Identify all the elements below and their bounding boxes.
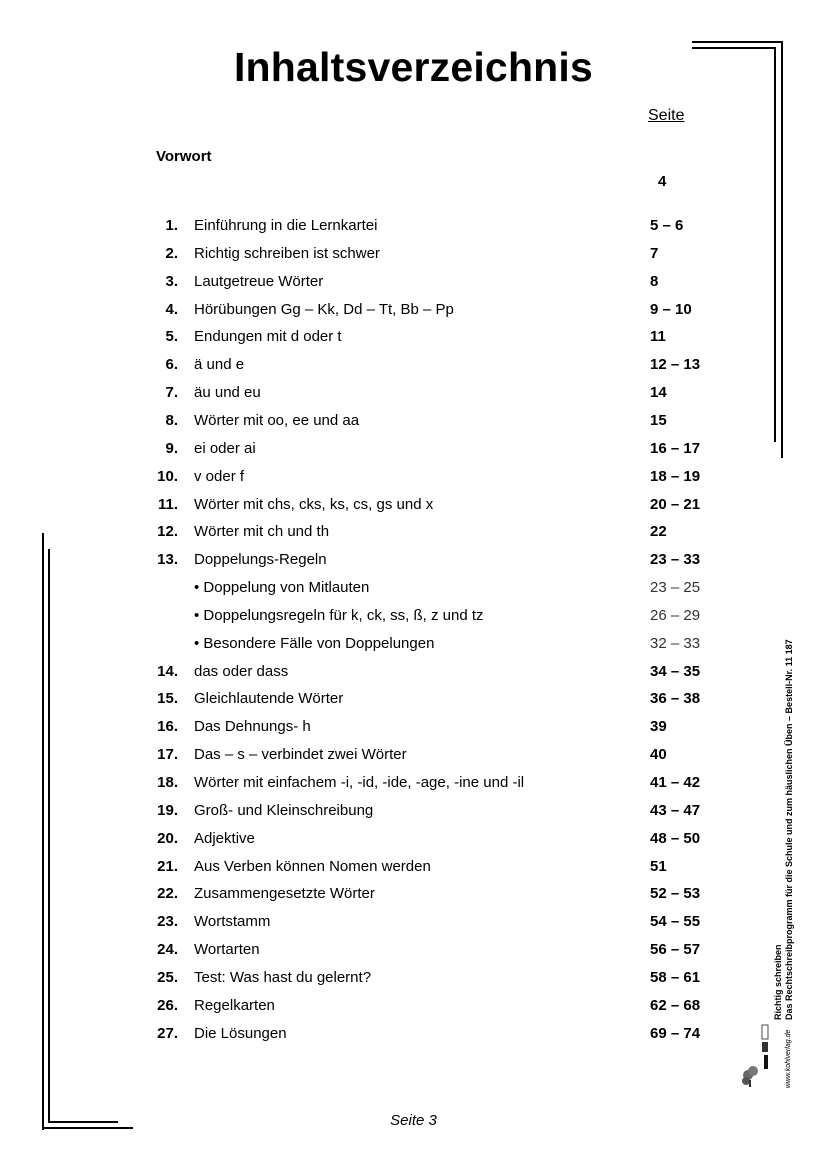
toc-entry-pages: 62 – 68	[650, 996, 701, 1014]
toc-entry-pages: 16 – 17	[650, 439, 701, 457]
toc-entry	[0, 829, 827, 849]
toc-entry-number: 19.	[157, 801, 178, 819]
toc-entry-label: äu und eu	[194, 384, 261, 402]
side-publisher-text	[773, 639, 795, 1020]
toc-entry	[0, 550, 827, 570]
toc-entry-pages: 8	[650, 272, 659, 290]
toc-entry-label: Wortstamm	[194, 913, 271, 931]
toc-entry-label: Einführung in die Lernkartei	[194, 217, 378, 234]
toc-entry-pages: 52 – 53	[650, 885, 701, 903]
toc-entry-label: Test: Was hast du gelernt?	[194, 968, 372, 986]
toc-entry-label: • Doppelungsregeln für k, ck, ss, ß, z und tz	[194, 606, 484, 624]
toc-entry	[0, 968, 827, 988]
toc-entry-number: 23.	[157, 913, 178, 931]
toc-entry-label: Das Dehnungs- h	[194, 718, 311, 736]
toc-entry-number: 14.	[157, 662, 178, 680]
toc-entry-pages: 32 – 33	[650, 634, 701, 652]
toc-entry-number: 25.	[157, 968, 178, 986]
toc-entry-number: 13.	[157, 551, 178, 569]
toc-entry-pages: 18 – 19	[650, 467, 701, 485]
toc-entry	[0, 745, 827, 765]
toc-subentry	[0, 606, 827, 626]
toc-entry-label: ei oder ai	[194, 439, 256, 457]
toc-entry	[0, 495, 827, 515]
toc-entry-number: 9.	[165, 439, 178, 457]
toc-entry-label: Regelkarten	[194, 996, 275, 1014]
toc-entry-number: 3.	[165, 272, 178, 290]
toc-entry-number: 1.	[165, 217, 178, 234]
toc-entry-pages: 23 – 33	[650, 551, 701, 569]
toc-entry	[0, 689, 827, 709]
toc-entry-label: Groß- und Kleinschreibung	[194, 801, 374, 819]
toc-entry	[0, 1024, 827, 1044]
toc-entry-pages: 23 – 25	[650, 579, 701, 597]
toc-entry-number: 17.	[157, 746, 178, 764]
toc-entry-label: Lautgetreue Wörter	[194, 272, 324, 290]
toc-entry-label: Wörter mit ch und th	[194, 523, 330, 541]
toc-entry	[0, 272, 827, 292]
toc-entry-pages: 9 – 10	[650, 300, 692, 318]
toc-entry-number: 11.	[157, 495, 178, 513]
toc-entry-number: 27.	[157, 1024, 178, 1042]
toc-entry-label: Endungen mit d oder t	[194, 328, 342, 346]
toc-entry-pages: 20 – 21	[650, 495, 701, 513]
side-title: Richtig schreiben	[773, 944, 783, 1020]
toc-subentry	[0, 578, 827, 598]
toc-entry-number: 7.	[165, 384, 178, 402]
toc-entry-pages: 5 – 6	[650, 217, 684, 234]
toc-entry	[0, 773, 827, 793]
toc-entry-label: Adjektive	[194, 829, 255, 847]
toc-entry	[0, 383, 827, 403]
toc-entry-number: 20.	[157, 829, 178, 847]
publisher-url: www.kohlverlag.de	[785, 1029, 792, 1088]
vorwort-page: 4	[658, 173, 667, 190]
toc-entry-label: Aus Verben können Nomen werden	[194, 857, 431, 875]
toc-entry-number: 24.	[157, 941, 178, 959]
toc-entry-number: 6.	[165, 356, 178, 374]
toc-entry	[0, 244, 827, 264]
toc-entry-pages: 34 – 35	[650, 662, 701, 680]
publisher-logo	[740, 1020, 770, 1090]
toc-entry-label: Hörübungen Gg – Kk, Dd – Tt, Bb – Pp	[194, 300, 454, 318]
toc-entry-number: 15.	[157, 690, 178, 708]
vorwort-label: Vorwort	[156, 148, 212, 165]
toc-entry-pages: 58 – 61	[650, 968, 701, 986]
side-subtitle: Das Rechtschreibprogramm für die Schule und zum häuslichen Üben – Bestell-Nr. 11 187	[784, 639, 794, 1020]
toc-entry-pages: 14	[650, 384, 667, 402]
toc-entry-pages: 15	[650, 411, 667, 429]
toc-entry-label: • Doppelung von Mitlauten	[194, 579, 370, 597]
toc-entry	[0, 996, 827, 1016]
toc-entry-label: Die Lösungen	[194, 1024, 287, 1042]
toc-entry	[0, 300, 827, 320]
toc-entry	[0, 216, 827, 236]
toc-entry	[0, 662, 827, 682]
toc-entry-pages: 7	[650, 244, 659, 262]
toc-entry	[0, 411, 827, 431]
toc-entry-number: 21.	[157, 857, 178, 875]
toc-entry	[0, 355, 827, 375]
toc-entry	[0, 801, 827, 821]
toc-entry-pages: 36 – 38	[650, 690, 701, 708]
toc-entry-label: ä und e	[194, 356, 245, 374]
toc-entry-label: Wörter mit oo, ee und aa	[194, 411, 360, 429]
toc-entry-pages: 69 – 74	[650, 1024, 701, 1042]
toc-entry-pages: 43 – 47	[650, 801, 701, 819]
toc-entry-pages: 11	[650, 328, 666, 346]
toc-entry-pages: 54 – 55	[650, 913, 701, 931]
toc-entry	[0, 717, 827, 737]
toc-entry-pages: 48 – 50	[650, 829, 701, 847]
toc-entry	[0, 884, 827, 904]
toc-entry-label: Wörter mit chs, cks, ks, cs, gs und x	[194, 495, 434, 513]
page-column-header: Seite	[648, 107, 685, 124]
toc-entry-pages: 22	[650, 523, 667, 541]
toc-entry-pages: 26 – 29	[650, 606, 701, 624]
toc-entry-pages: 56 – 57	[650, 941, 701, 959]
toc-entry	[0, 940, 827, 960]
toc-entry-number: 5.	[165, 328, 178, 346]
toc-entry-label: Wörter mit einfachem -i, -id, -ide, -age, -ine und -il	[194, 774, 525, 791]
toc-entry-label: • Besondere Fälle von Doppelungen	[194, 634, 435, 652]
toc-entry-label: v oder f	[194, 467, 245, 485]
toc-entry-label: das oder dass	[194, 662, 289, 680]
toc-entry	[0, 467, 827, 487]
toc-entry-label: Wortarten	[194, 941, 260, 959]
page-title: Inhaltsverzeichnis	[233, 44, 594, 90]
toc-entry-number: 26.	[157, 996, 178, 1014]
toc-entry-pages: 51	[650, 857, 667, 875]
toc-subentry	[0, 634, 827, 654]
toc-entry-label: Gleichlautende Wörter	[194, 690, 344, 708]
toc-entry-label: Das – s – verbindet zwei Wörter	[194, 746, 407, 764]
toc-entry	[0, 912, 827, 932]
toc-entry-number: 18.	[157, 774, 178, 791]
toc-entry	[0, 522, 827, 542]
toc-entry-pages: 41 – 42	[650, 774, 701, 791]
toc-entry-number: 8.	[165, 411, 178, 429]
toc-entry-number: 2.	[165, 244, 178, 262]
toc-entry-number: 4.	[165, 300, 178, 318]
toc-entry	[0, 857, 827, 877]
page-footer: Seite 3	[390, 1112, 437, 1129]
toc-entry-number: 10.	[157, 467, 178, 485]
toc-entry	[0, 439, 827, 459]
toc-entry-pages: 39	[650, 718, 667, 736]
toc-entry-pages: 40	[650, 746, 667, 764]
toc-entry-number: 16.	[157, 718, 178, 736]
toc-entry-label: Richtig schreiben ist schwer	[194, 244, 380, 262]
toc-entry	[0, 327, 827, 347]
frame-top-right-outer-h	[692, 41, 783, 43]
toc-entry-number: 12.	[157, 523, 178, 541]
toc-entry-pages: 12 – 13	[650, 356, 701, 374]
toc-entry-number: 22.	[157, 885, 178, 903]
toc-entry-label: Zusammengesetzte Wörter	[194, 885, 375, 903]
toc-entry-label: Doppelungs-Regeln	[194, 551, 327, 569]
